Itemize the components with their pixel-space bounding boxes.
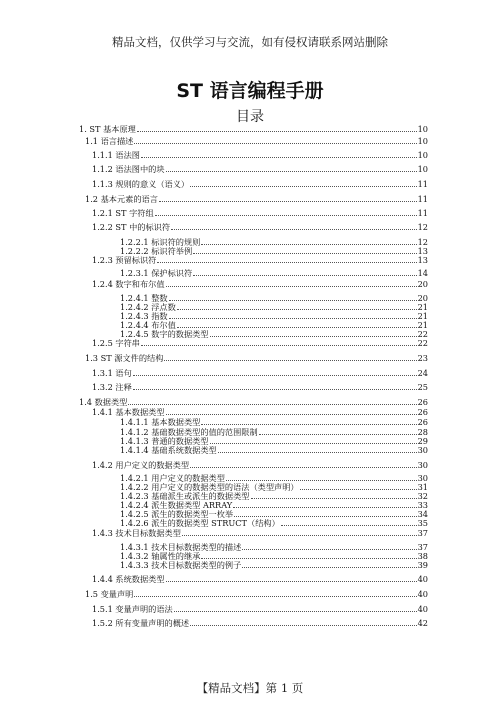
toc-entry-title: 1.4 数据类型: [79, 397, 128, 407]
toc-entry-title: 1.3.2 注释: [92, 382, 132, 392]
toc-dot-leader: [155, 208, 417, 216]
toc-entry-page: 11: [417, 194, 428, 204]
toc-entry-title: 1.1.2 语法图中的块: [92, 164, 165, 174]
toc-entry-title: 1.2.4.3 指数: [120, 311, 168, 321]
toc-dot-leader: [134, 589, 416, 597]
toc-entry-title: 1.3.1 语句: [92, 368, 132, 378]
toc-entry-page: 30: [417, 460, 428, 470]
page-header-note: 精品文档，仅供学习与交流，如有侵权请联系网站删除: [112, 35, 388, 49]
toc-entry-page: 22: [417, 329, 428, 339]
toc-dot-leader: [300, 482, 417, 490]
toc-entry-title: 1.5.2 所有变量声明的概述: [92, 618, 190, 628]
toc-entry-title: 1.2.1 ST 字符组: [92, 208, 154, 218]
toc-entry-page: 30: [417, 445, 428, 455]
toc-dot-leader: [169, 293, 417, 301]
toc-entry-page: 25: [417, 382, 428, 392]
toc-dot-leader: [210, 329, 417, 337]
toc-entry-title: 1.2.2.2 标识符举例: [120, 246, 193, 256]
toc-entry-page: 21: [417, 302, 428, 312]
toc-entry-page: 30: [417, 473, 428, 483]
toc-dot-leader: [174, 604, 417, 612]
toc-dot-leader: [166, 407, 417, 415]
toc-dot-leader: [190, 179, 416, 187]
toc-entry-title: 1.2.4.1 整数: [120, 293, 168, 303]
toc-entry-title: 1.2.3 预留标识符: [92, 255, 157, 265]
toc-dot-leader: [177, 320, 417, 328]
toc-entry-page: 21: [417, 311, 428, 321]
toc-entry-title: 1.4.2.5 派生的数据类型一枚举: [120, 509, 234, 519]
toc-entry-page: 23: [417, 353, 428, 363]
toc-entry-title: 1.4.2 用户定义的数据类型: [92, 460, 190, 470]
toc-dot-leader: [193, 268, 416, 276]
toc-dot-leader: [159, 194, 417, 202]
toc-entry-page: 10: [417, 164, 428, 174]
toc-entry-page: 10: [417, 124, 428, 134]
toc-entry-page: 28: [417, 427, 428, 437]
toc-entry[interactable]: [92, 528, 428, 538]
toc-entry-page: 39: [417, 560, 428, 570]
toc-entry-title: 1. ST 基本原理: [79, 124, 136, 134]
toc-entry[interactable]: [92, 368, 428, 378]
toc-dot-leader: [157, 255, 416, 263]
toc-entry-title: 1.4.2.4 派生数据类型 ARRAY: [120, 500, 233, 510]
toc-entry[interactable]: [79, 397, 428, 407]
toc-entry-page: 26: [417, 417, 428, 427]
toc-dot-leader: [242, 560, 416, 568]
toc-entry-title: 1.4.2.6 派生的数据类型 STRUCT（结构）: [120, 518, 280, 528]
toc-heading: 目录: [236, 109, 264, 125]
toc-entry-page: 33: [417, 500, 428, 510]
toc-dot-leader: [193, 246, 416, 254]
toc-entry-page: 37: [417, 528, 428, 538]
toc-entry-page: 21: [417, 320, 428, 330]
toc-dot-leader: [177, 302, 417, 310]
toc-entry-title: 1.4.4 系统数据类型: [92, 574, 165, 584]
toc-entry-page: 13: [417, 255, 428, 265]
toc-entry[interactable]: [92, 164, 428, 174]
toc-entry[interactable]: [85, 353, 428, 363]
toc-dot-leader: [128, 397, 416, 405]
toc-entry-page: 22: [417, 338, 428, 348]
toc-entry-title: 1.4.1.1 基本数据类型: [120, 417, 201, 427]
toc-entry[interactable]: [92, 255, 428, 265]
toc-entry[interactable]: [79, 124, 428, 134]
toc-entry-title: 1.5 变量声明: [85, 589, 134, 599]
toc-entry[interactable]: [120, 518, 428, 528]
toc-entry-page: 13: [417, 246, 428, 256]
toc-entry-page: 10: [417, 150, 428, 160]
toc-entry-title: 1.4.3.3 技术目标数据类型的例子: [120, 560, 242, 570]
toc-dot-leader: [259, 427, 417, 435]
toc-dot-leader: [233, 500, 416, 508]
toc-entry[interactable]: [85, 136, 428, 146]
toc-entry[interactable]: [120, 268, 428, 278]
toc-entry-page: 38: [417, 551, 428, 561]
toc-dot-leader: [171, 222, 417, 230]
toc-entry-page: 14: [417, 268, 428, 278]
toc-entry-title: 1.2.4.2 浮点数: [120, 302, 176, 312]
toc-entry[interactable]: [92, 604, 428, 614]
toc-dot-leader: [141, 338, 417, 346]
toc-entry-title: 1.1.1 语法图: [92, 150, 140, 160]
toc-entry[interactable]: [120, 560, 428, 570]
toc-entry[interactable]: [92, 279, 428, 289]
toc-entry-page: 26: [417, 397, 428, 407]
toc-entry-title: 1.3 ST 源文件的结构: [85, 353, 164, 363]
toc-dot-leader: [166, 279, 417, 287]
toc-entry[interactable]: [92, 574, 428, 584]
toc-entry[interactable]: [85, 194, 428, 204]
toc-entry-page: 12: [417, 222, 428, 232]
toc-entry-title: 1.2.4 数字和布尔值: [92, 279, 165, 289]
toc-dot-leader: [201, 417, 416, 425]
toc-entry[interactable]: [92, 338, 428, 348]
toc-entry-title: 1.4.3.2 轴属性的继承: [120, 551, 201, 561]
toc-dot-leader: [201, 551, 416, 559]
toc-dot-leader: [133, 382, 417, 390]
toc-entry-title: 1.4.1.3 普通的数据类型: [120, 436, 209, 446]
toc-entry-title: 1.5.1 变量声明的语法: [92, 604, 173, 614]
page-footer-note: 【精品文档】第 1 页: [196, 681, 304, 695]
toc-dot-leader: [218, 445, 417, 453]
toc-entry-title: 1.4.2.1 用户定义的数据类型: [120, 473, 225, 483]
toc-dot-leader: [137, 124, 417, 132]
toc-dot-leader: [164, 353, 416, 361]
toc-dot-leader: [182, 528, 417, 536]
toc-entry-page: 31: [417, 482, 428, 492]
toc-dot-leader: [134, 136, 416, 144]
toc-entry-page: 42: [417, 618, 428, 628]
toc-entry-page: 12: [417, 237, 428, 247]
toc-entry-title: 1.4.1 基本数据类型: [92, 407, 165, 417]
toc-entry-title: 1.2.4.4 布尔值: [120, 320, 176, 330]
toc-dot-leader: [169, 311, 417, 319]
toc-entry-title: 1.4.2.3 基础派生或派生的数据类型: [120, 491, 250, 501]
toc-entry[interactable]: [92, 618, 428, 628]
toc-entry[interactable]: [92, 208, 428, 218]
toc-entry-title: 1.2.3.1 保护标识符: [120, 268, 193, 278]
toc-entry-page: 32: [417, 491, 428, 501]
toc-entry-page: 40: [417, 589, 428, 599]
toc-entry-page: 10: [417, 136, 428, 146]
toc-entry-page: 11: [417, 179, 428, 189]
toc-entry-page: 29: [417, 436, 428, 446]
toc-entry-title: 1.2.2.1 标识符的规则: [120, 237, 201, 247]
toc-entry[interactable]: [92, 460, 428, 470]
toc-entry[interactable]: [92, 222, 428, 232]
toc-entry-page: 40: [417, 604, 428, 614]
toc-entry[interactable]: [92, 150, 428, 160]
toc-entry-title: 1.4.3 技术目标数据类型: [92, 528, 181, 538]
toc-entry-page: 40: [417, 574, 428, 584]
toc-entry[interactable]: [120, 445, 428, 455]
toc-entry[interactable]: [85, 589, 428, 599]
toc-entry-title: 1.4.1.2 基础数据类型的值的范围限制: [120, 427, 258, 437]
toc-dot-leader: [242, 542, 416, 550]
toc-entry-title: 1.2 基本元素的语言: [85, 194, 158, 204]
toc-dot-leader: [133, 368, 417, 376]
toc-entry-page: 37: [417, 542, 428, 552]
toc-entry-page: 34: [417, 509, 428, 519]
toc-entry-page: 26: [417, 407, 428, 417]
toc-dot-leader: [190, 618, 416, 626]
toc-entry-title: 1.4.1.4 基础系统数据类型: [120, 445, 217, 455]
toc-entry-title: 1.4.2.2 用户定义的数据类型的语法（类型声明）: [120, 482, 299, 492]
toc-entry-title: 1.2.4.5 数字的数据类型: [120, 329, 209, 339]
toc-dot-leader: [281, 518, 417, 526]
toc-dot-leader: [226, 473, 417, 481]
toc-dot-leader: [251, 491, 417, 499]
toc-entry-title: 1.2.5 字符串: [92, 338, 140, 348]
toc-dot-leader: [141, 150, 417, 158]
toc-entry[interactable]: [92, 407, 428, 417]
toc-entry-title: 1.4.3.1 技术目标数据类型的描述: [120, 542, 242, 552]
toc-entry-page: 11: [417, 208, 428, 218]
toc-dot-leader: [210, 436, 417, 444]
toc-entry[interactable]: [92, 382, 428, 392]
toc-dot-leader: [234, 509, 416, 517]
toc-dot-leader: [201, 237, 416, 245]
toc-entry-title: 1.1 语言描述: [85, 136, 134, 146]
toc-dot-leader: [166, 574, 417, 582]
toc-entry-title: 1.2.2 ST 中的标识符: [92, 222, 171, 232]
document-title: ST 语言编程手册: [176, 80, 324, 102]
toc-entry-page: 24: [417, 368, 428, 378]
toc-entry-page: 20: [417, 279, 428, 289]
toc-entry-title: 1.1.3 规则的意义（语义）: [92, 179, 190, 189]
toc-dot-leader: [190, 460, 416, 468]
toc-entry[interactable]: [92, 179, 428, 189]
toc-entry-page: 20: [417, 293, 428, 303]
toc-entry-page: 35: [417, 518, 428, 528]
toc-entry[interactable]: [120, 417, 428, 427]
toc-dot-leader: [166, 164, 417, 172]
